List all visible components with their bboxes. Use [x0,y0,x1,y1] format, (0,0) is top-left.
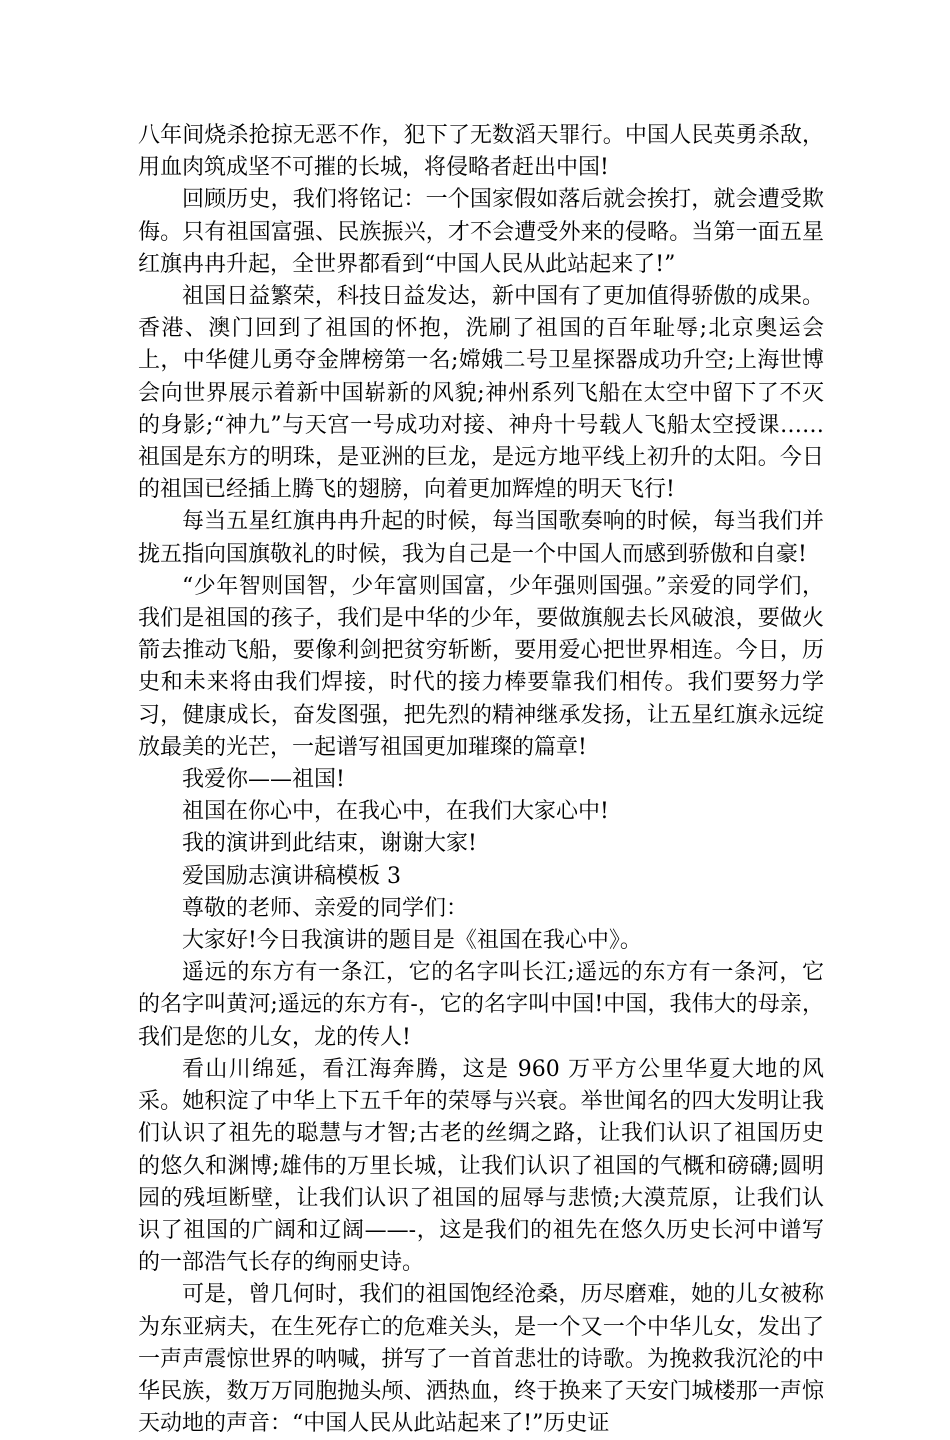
salutation: 尊敬的老师、亲爱的同学们： [182,895,469,921]
section-title: 爱国励志演讲稿模板 3 [182,863,401,889]
paragraph: 大家好!今日我演讲的题目是《祖国在我心中》。 [182,928,642,954]
document-body [138,120,824,1440]
paragraph: 祖国在你心中，在我心中，在我们大家心中! [182,799,609,825]
paragraph: 我爱你——祖国! [182,767,345,793]
paragraph: “少年智则国智，少年富则国富，少年强则国强。”亲爱的同学们，我们是祖国的孩子，我们是中华的少年，要做旗舰去长风破浪，要做火箭去推动飞船，要像利剑把贫穷斩断，要用爱心把世界相连。今日，历史和未来将由我们焊接，时代的接力棒要靠我们相传。我们要努力学习，健康成长，奋发图强，把先烈的精神继承发扬，让五星红旗永远绽放最美的光芒，一起谱写祖国更加璀璨的篇章! [138,573,824,760]
paragraph: 八年间烧杀抢掠无恶不作，犯下了无数滔天罪行。中国人民英勇杀敌，用血肉筑成坚不可摧的长城，将侵略者赶出中国! [138,123,824,181]
paragraph: 遥远的东方有一条江，它的名字叫长江;遥远的东方有一条河，它的名字叫黄河;遥远的东方有-，它的名字叫中国!中国，我伟大的母亲，我们是您的儿女，龙的传人! [138,960,824,1050]
paragraph: 看山川绵延，看江海奔腾，这是 960 万平方公里华夏大地的风采。她积淀了中华上下五千年的荣辱与兴衰。举世闻名的四大发明让我们认识了祖先的聪慧与才智;古老的丝绸之路，让我们认识了祖国历史的悠久和渊博;雄伟的万里长城，让我们认识了祖国的气概和磅礴;圆明园的残垣断壁，让我们认识了祖国的屈辱与悲愤;大漠荒原，让我们认识了祖国的广阔和辽阔——-，这是我们的祖先在悠久历史长河中谱写的一部浩气长存的绚丽史诗。 [138,1056,824,1276]
paragraph: 祖国日益繁荣，科技日益发达，新中国有了更加值得骄傲的成果。香港、澳门回到了祖国的怀抱，洗刷了祖国的百年耻辱;北京奥运会上，中华健儿勇夺金牌榜第一名;嫦娥二号卫星探器成功升空;上海世博会向世界展示着新中国崭新的风貌;神州系列飞船在太空中留下了不灭的身影;“神九”与天宫一号成功对接、神舟十号载人飞船太空授课……祖国是东方的明珠，是亚洲的巨龙，是远方地平线上初升的太阳。今日的祖国已经插上腾飞的翅膀，向着更加辉煌的明天飞行! [138,284,824,503]
paragraph: 我的演讲到此结束，谢谢大家! [182,831,477,857]
paragraph: 可是，曾几何时，我们的祖国饱经沧桑，历尽磨难，她的儿女被称为东亚病夫，在生死存亡的危难关头，是一个又一个中华儿女，发出了一声声震惊世界的呐喊，拼写了一首首悲壮的诗歌。为挽救我沉沦的中华民族，数万万同胞抛头颅、洒热血，终于换来了天安门城楼那一声惊天动地的声音：“中国人民从此站起来了!”历史证 [138,1282,824,1437]
paragraph: 回顾历史，我们将铭记：一个国家假如落后就会挨打，就会遭受欺侮。只有祖国富强、民族振兴，才不会遭受外来的侵略。当第一面五星红旗冉冉升起，全世界都看到“中国人民从此站起来了!” [138,187,824,277]
paragraph: 每当五星红旗冉冉升起的时候，每当国歌奏响的时候，每当我们并拢五指向国旗敬礼的时候，我为自己是一个中国人而感到骄傲和自豪! [138,509,824,567]
